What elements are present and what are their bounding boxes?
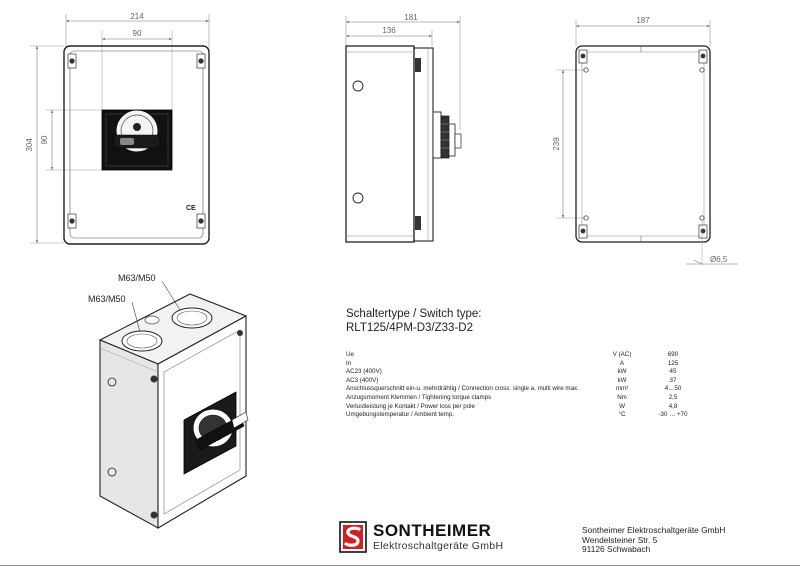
sontheimer-logo	[339, 519, 519, 555]
spec-label: Umgebungstemperatur / Ambient temp.	[346, 411, 454, 419]
dim-back-width: 187	[636, 16, 650, 25]
logo-name: SONTHEIMER	[373, 521, 492, 540]
dim-front-inner-width: 90	[132, 29, 142, 38]
spec-value: -30 … +70	[658, 411, 688, 419]
dim-front-height: 304	[25, 138, 34, 152]
dim-side-width: 181	[404, 13, 418, 22]
spec-unit: V (AC)	[612, 351, 632, 358]
table-row	[346, 377, 694, 386]
dim-front-width: 214	[130, 12, 144, 21]
switch-type-value: RLT125/4PM-D3/Z33-D2	[346, 322, 473, 334]
table-row	[346, 394, 694, 403]
spec-table	[346, 351, 694, 420]
address-street: Wendelsteiner Str. 5	[582, 534, 658, 545]
spec-value: 2,5	[668, 393, 678, 401]
spec-label: In	[346, 359, 352, 367]
spec-label: Anzugsmoment Klemmen / Tightening torque clamps	[346, 393, 492, 401]
spec-unit: kW	[617, 368, 627, 376]
spec-value: 4…50	[664, 385, 682, 393]
ce-mark: CE	[186, 205, 196, 212]
spec-value: 690	[667, 351, 679, 358]
table-row	[346, 360, 694, 369]
rotary-switch-side	[433, 112, 461, 158]
spec-label: Verlustleistung je Kontakt / Power loss per pole	[346, 402, 475, 410]
front-view	[25, 12, 209, 244]
gland-front-label: M63/M50	[88, 294, 126, 304]
spec-value: 45	[669, 368, 677, 376]
spec-unit: Nm	[617, 393, 627, 401]
side-view	[346, 13, 461, 242]
address-company: Sontheimer Elektroschaltgeräte GmbH	[582, 525, 726, 535]
table-row	[346, 411, 694, 420]
spec-value: 125	[667, 359, 679, 367]
isometric-view	[88, 273, 248, 528]
table-row	[346, 403, 694, 412]
gland-top-label: M63/M50	[118, 273, 156, 283]
company-address	[582, 526, 725, 555]
dim-front-inner-height: 90	[40, 135, 49, 145]
logo-mark-icon	[339, 520, 369, 554]
bottom-divider	[0, 565, 800, 566]
spec-unit: kW	[617, 376, 627, 384]
spec-unit: A	[619, 359, 625, 367]
dim-hole-diameter: Ø6,5	[710, 255, 728, 264]
spec-unit: mm²	[615, 385, 629, 393]
logo-subtitle: Elektroschaltgeräte GmbH	[373, 540, 504, 552]
spec-label: AC23 (400V)	[346, 368, 382, 376]
back-view	[552, 16, 738, 266]
spec-value: 37	[669, 376, 677, 384]
spec-unit: °C	[618, 411, 626, 419]
spec-label: Ue	[346, 351, 354, 358]
switch-type-block	[346, 307, 482, 335]
rotary-switch-front	[102, 110, 172, 170]
dim-back-hole-spacing: 239	[552, 137, 561, 151]
table-row	[346, 368, 694, 377]
table-row	[346, 385, 694, 394]
address-city: 91126 Schwabach	[582, 544, 651, 555]
table-row	[346, 351, 694, 360]
spec-label: Anschlussquerschnitt ein-u. mehrdrähtig / Connection cross: single a. multi wire max.	[346, 385, 579, 393]
spec-unit: W	[619, 402, 625, 410]
spec-value: 4,8	[668, 402, 678, 410]
dim-side-inner-width: 136	[382, 26, 396, 35]
spec-label: AC3 (400V)	[346, 376, 379, 384]
switch-type-heading: Schaltertype / Switch type:	[346, 308, 482, 320]
